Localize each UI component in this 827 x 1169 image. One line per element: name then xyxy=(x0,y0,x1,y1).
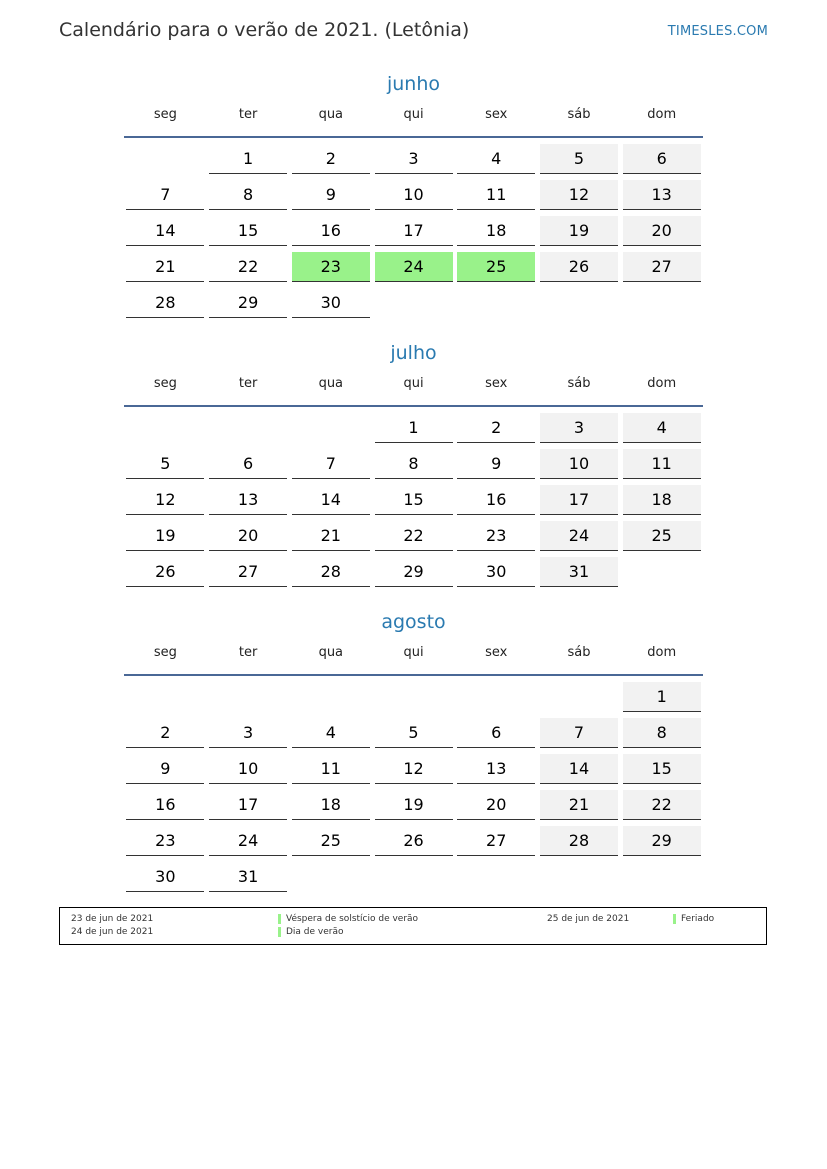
empty-day-cell xyxy=(375,682,453,712)
weekday-label: sáb xyxy=(567,107,591,122)
day-cell[interactable]: 24 xyxy=(209,826,287,856)
weekday-label: qua xyxy=(318,376,344,391)
week-row xyxy=(124,521,703,557)
day-cell[interactable]: 5 xyxy=(540,144,618,174)
empty-day-cell xyxy=(457,682,535,712)
weekday-label: ter xyxy=(238,376,258,391)
weekday-label: seg xyxy=(153,376,177,391)
week-row xyxy=(124,180,703,216)
empty-day-cell xyxy=(623,288,701,318)
day-cell[interactable]: 4 xyxy=(623,413,701,443)
holiday-day-cell[interactable]: 24 xyxy=(375,252,453,282)
day-cell[interactable]: 1 xyxy=(623,682,701,712)
day-cell[interactable]: 25 xyxy=(292,826,370,856)
day-cell[interactable]: 10 xyxy=(375,180,453,210)
empty-day-cell xyxy=(540,288,618,318)
weekday-label: sex xyxy=(485,376,508,391)
empty-day-cell xyxy=(623,557,701,587)
day-cell[interactable]: 7 xyxy=(126,180,204,210)
day-cell[interactable]: 14 xyxy=(126,216,204,246)
weekday-header xyxy=(124,375,703,407)
weekday-label: sáb xyxy=(567,376,591,391)
day-cell[interactable]: 21 xyxy=(126,252,204,282)
day-cell[interactable]: 2 xyxy=(126,718,204,748)
day-cell[interactable]: 17 xyxy=(375,216,453,246)
day-cell[interactable]: 4 xyxy=(457,144,535,174)
week-row xyxy=(124,862,703,898)
weekday-label: qui xyxy=(403,376,424,391)
day-cell[interactable]: 5 xyxy=(375,718,453,748)
day-cell[interactable]: 2 xyxy=(292,144,370,174)
day-cell[interactable]: 24 xyxy=(540,521,618,551)
legend-date: 23 de jun de 2021 xyxy=(71,914,154,924)
legend-date: 25 de jun de 2021 xyxy=(547,914,630,924)
day-cell[interactable]: 20 xyxy=(623,216,701,246)
legend xyxy=(59,907,767,945)
empty-day-cell xyxy=(540,682,618,712)
legend-label: Dia de verão xyxy=(286,927,344,937)
holiday-day-cell[interactable]: 23 xyxy=(292,252,370,282)
day-cell[interactable]: 14 xyxy=(540,754,618,784)
weekday-label: ter xyxy=(238,645,258,660)
day-cell[interactable]: 11 xyxy=(457,180,535,210)
day-cell[interactable]: 6 xyxy=(209,449,287,479)
weekday-label: dom xyxy=(647,376,677,391)
week-row xyxy=(124,682,703,718)
empty-day-cell xyxy=(623,862,701,892)
day-cell[interactable]: 23 xyxy=(126,826,204,856)
day-cell[interactable]: 12 xyxy=(375,754,453,784)
day-cell[interactable]: 22 xyxy=(209,252,287,282)
week-row xyxy=(124,557,703,593)
weekday-label: sáb xyxy=(567,645,591,660)
legend-color-swatch xyxy=(673,914,676,924)
week-row xyxy=(124,216,703,252)
day-cell[interactable]: 8 xyxy=(375,449,453,479)
day-cell[interactable]: 9 xyxy=(457,449,535,479)
empty-day-cell xyxy=(209,682,287,712)
day-cell[interactable]: 30 xyxy=(457,557,535,587)
day-cell[interactable]: 29 xyxy=(375,557,453,587)
weekday-label: dom xyxy=(647,107,677,122)
legend-label: Feriado xyxy=(681,914,715,924)
day-cell[interactable]: 18 xyxy=(623,485,701,515)
week-row xyxy=(124,252,703,288)
empty-day-cell xyxy=(292,862,370,892)
day-cell[interactable]: 12 xyxy=(126,485,204,515)
day-cell[interactable]: 2 xyxy=(457,413,535,443)
legend-color-swatch xyxy=(278,927,281,937)
empty-day-cell xyxy=(126,413,204,443)
holiday-day-cell[interactable]: 25 xyxy=(457,252,535,282)
day-cell[interactable]: 21 xyxy=(540,790,618,820)
empty-day-cell xyxy=(375,862,453,892)
weeks xyxy=(124,682,703,898)
day-cell[interactable]: 18 xyxy=(457,216,535,246)
empty-day-cell xyxy=(540,862,618,892)
day-cell[interactable]: 31 xyxy=(209,862,287,892)
weekday-header xyxy=(124,106,703,138)
week-row xyxy=(124,790,703,826)
weekday-label: sex xyxy=(485,107,508,122)
month-title: agosto xyxy=(381,611,446,633)
brand-logo[interactable]: TIMESLES.COM xyxy=(667,24,768,39)
legend-label: Véspera de solstício de verão xyxy=(286,914,419,924)
day-cell[interactable]: 11 xyxy=(623,449,701,479)
empty-day-cell xyxy=(375,288,453,318)
empty-day-cell xyxy=(457,288,535,318)
day-cell[interactable]: 19 xyxy=(540,216,618,246)
day-cell[interactable]: 4 xyxy=(292,718,370,748)
day-cell[interactable]: 1 xyxy=(209,144,287,174)
day-cell[interactable]: 8 xyxy=(623,718,701,748)
day-cell[interactable]: 5 xyxy=(126,449,204,479)
day-cell[interactable]: 29 xyxy=(623,826,701,856)
day-cell[interactable]: 31 xyxy=(540,557,618,587)
day-cell[interactable]: 28 xyxy=(540,826,618,856)
day-cell[interactable]: 10 xyxy=(209,754,287,784)
day-cell[interactable]: 13 xyxy=(623,180,701,210)
month-title: julho xyxy=(390,342,437,364)
day-cell[interactable]: 16 xyxy=(292,216,370,246)
empty-day-cell xyxy=(126,144,204,174)
day-cell[interactable]: 16 xyxy=(126,790,204,820)
day-cell[interactable]: 7 xyxy=(540,718,618,748)
day-cell[interactable]: 22 xyxy=(375,521,453,551)
day-cell[interactable]: 30 xyxy=(292,288,370,318)
page-title: Calendário para o verão de 2021. (Letônia) xyxy=(59,19,470,41)
day-cell[interactable]: 23 xyxy=(457,521,535,551)
day-cell[interactable]: 22 xyxy=(623,790,701,820)
day-cell[interactable]: 20 xyxy=(209,521,287,551)
day-cell[interactable]: 28 xyxy=(292,557,370,587)
weekday-label: qui xyxy=(403,107,424,122)
day-cell[interactable]: 6 xyxy=(457,718,535,748)
day-cell[interactable]: 17 xyxy=(209,790,287,820)
weekday-label: sex xyxy=(485,645,508,660)
legend-color-swatch xyxy=(278,914,281,924)
week-row xyxy=(124,754,703,790)
day-cell[interactable]: 27 xyxy=(457,826,535,856)
empty-day-cell xyxy=(126,682,204,712)
day-cell[interactable]: 16 xyxy=(457,485,535,515)
day-cell[interactable]: 20 xyxy=(457,790,535,820)
day-cell[interactable]: 28 xyxy=(126,288,204,318)
day-cell[interactable]: 3 xyxy=(540,413,618,443)
week-row xyxy=(124,288,703,324)
week-row xyxy=(124,449,703,485)
day-cell[interactable]: 10 xyxy=(540,449,618,479)
month-junho xyxy=(124,70,703,324)
day-cell[interactable]: 3 xyxy=(209,718,287,748)
weekday-label: ter xyxy=(238,107,258,122)
week-row xyxy=(124,485,703,521)
week-row xyxy=(124,718,703,754)
day-cell[interactable]: 29 xyxy=(209,288,287,318)
weeks xyxy=(124,144,703,324)
empty-day-cell xyxy=(292,413,370,443)
weekday-label: qua xyxy=(318,107,344,122)
weekday-header xyxy=(124,644,703,676)
day-cell[interactable]: 30 xyxy=(126,862,204,892)
day-cell[interactable]: 15 xyxy=(623,754,701,784)
day-cell[interactable]: 26 xyxy=(375,826,453,856)
weekday-label: seg xyxy=(153,645,177,660)
day-cell[interactable]: 25 xyxy=(623,521,701,551)
day-cell[interactable]: 19 xyxy=(126,521,204,551)
day-cell[interactable]: 1 xyxy=(375,413,453,443)
weekday-label: qui xyxy=(403,645,424,660)
legend-date: 24 de jun de 2021 xyxy=(71,927,154,937)
weekday-label: dom xyxy=(647,645,677,660)
day-cell[interactable]: 17 xyxy=(540,485,618,515)
day-cell[interactable]: 11 xyxy=(292,754,370,784)
week-row xyxy=(124,413,703,449)
day-cell[interactable]: 9 xyxy=(292,180,370,210)
month-title: junho xyxy=(386,73,441,95)
week-row xyxy=(124,826,703,862)
month-julho xyxy=(124,339,703,593)
day-cell[interactable]: 6 xyxy=(623,144,701,174)
day-cell[interactable]: 14 xyxy=(292,485,370,515)
day-cell[interactable]: 13 xyxy=(209,485,287,515)
day-cell[interactable]: 27 xyxy=(209,557,287,587)
weekday-label: qua xyxy=(318,645,344,660)
day-cell[interactable]: 15 xyxy=(375,485,453,515)
month-agosto xyxy=(124,608,703,898)
day-cell[interactable]: 26 xyxy=(540,252,618,282)
day-cell[interactable]: 27 xyxy=(623,252,701,282)
weekday-label: seg xyxy=(153,107,177,122)
day-cell[interactable]: 3 xyxy=(375,144,453,174)
week-row xyxy=(124,144,703,180)
day-cell[interactable]: 7 xyxy=(292,449,370,479)
day-cell[interactable]: 9 xyxy=(126,754,204,784)
day-cell[interactable]: 13 xyxy=(457,754,535,784)
empty-day-cell xyxy=(457,862,535,892)
day-cell[interactable]: 15 xyxy=(209,216,287,246)
day-cell[interactable]: 18 xyxy=(292,790,370,820)
day-cell[interactable]: 21 xyxy=(292,521,370,551)
day-cell[interactable]: 26 xyxy=(126,557,204,587)
weeks xyxy=(124,413,703,593)
empty-day-cell xyxy=(209,413,287,443)
day-cell[interactable]: 12 xyxy=(540,180,618,210)
day-cell[interactable]: 19 xyxy=(375,790,453,820)
empty-day-cell xyxy=(292,682,370,712)
day-cell[interactable]: 8 xyxy=(209,180,287,210)
